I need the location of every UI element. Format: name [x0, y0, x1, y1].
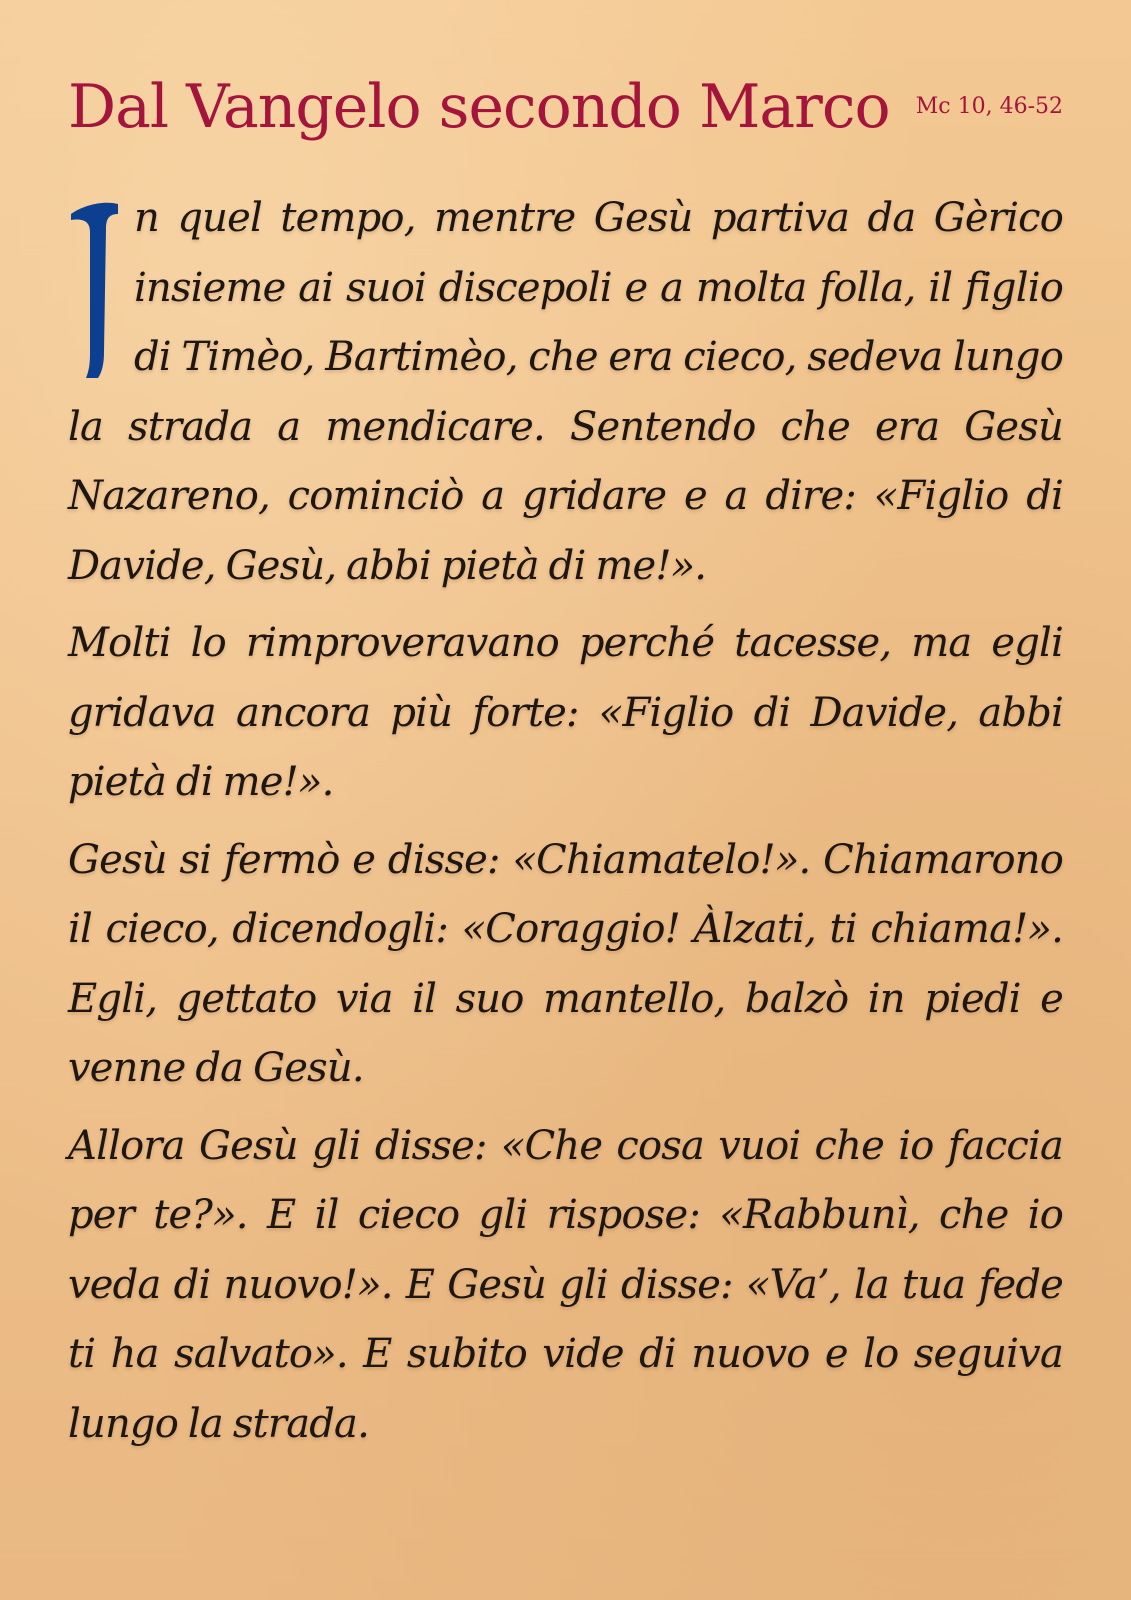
paragraph-text: n quel tempo, mentre Gesù partiva da Gèrico insieme ai suoi discepoli e a molta folla, il figlio di Timèo, Bartimèo, che era cieco, sedeva lungo la strada a mendicare. Sentendo che era Gesù Nazareno, cominciò a gridare e a dire: «Figlio di Davide, Gesù, abbi pietà di me!».: [68, 195, 1063, 589]
scripture-reference: Mc 10, 46-52: [915, 94, 1063, 119]
paragraph-3: Gesù si fermò e disse: «Chiamatelo!». Chiamarono il cieco, dicendogli: «Coraggio! Àlzati, ti chiama!». Egli, gettato via il suo mantello, balzò in piedi e venne da Gesù.: [68, 836, 1063, 1091]
paragraph-2: Molti lo rimproveravano perché tacesse, ma egli gridava ancora più forte: «Figlio di Davide, abbi pietà di me!».: [68, 620, 1063, 805]
page-title: Dal Vangelo secondo Marco: [68, 72, 890, 142]
paragraph-1: [68, 184, 1063, 601]
header: [68, 62, 1063, 152]
paragraph-4: Allora Gesù gli disse: «Che cosa vuoi che io faccia per te?». E il cieco gli rispose: «Rabbunì, che io veda di nuovo!». E Gesù gli disse: «Va’, la tua fede ti ha salvato». E subito vide di nuovo e lo seguiva lungo la strada.: [68, 1122, 1063, 1447]
gospel-text: [68, 184, 1063, 1467]
drop-cap-letter-i: [68, 202, 120, 378]
